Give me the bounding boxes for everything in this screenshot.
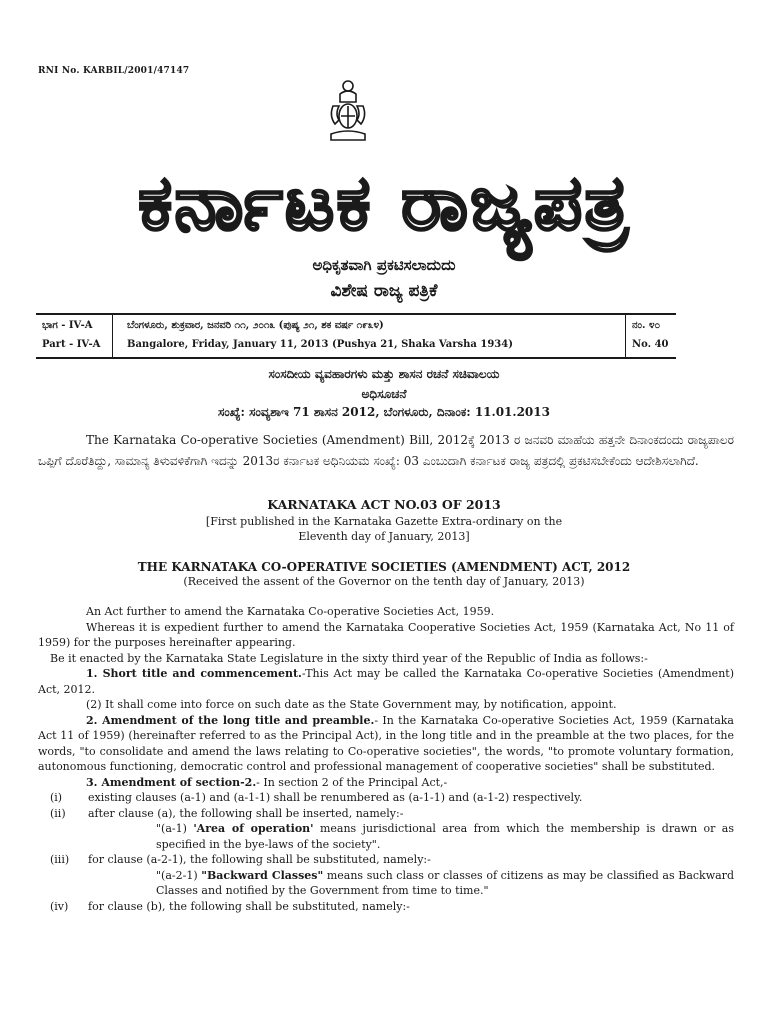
section-1 bbox=[38, 666, 734, 697]
section-2-text: - In the Karnataka Co-operative Societies Act, 1959 (Karnataka Act 11 of 1959) (hereinafter referred to as the Principal Act), in the long title and in the preamble at the two places, for the words, "to consolidate and amend the laws relating to Co-operative societies", the words, "to promote voluntary formation, autonomous functioning, democratic control and professional management of cooperative societies" shall be substituted. bbox=[38, 713, 734, 773]
clause-i bbox=[38, 790, 734, 806]
definition-term: "Backward Classes" bbox=[201, 868, 324, 882]
published-by-authority: ಅಧಿಕೃತವಾಗಿ ಪ್ರಕಟಿಸಲಾದುದು bbox=[312, 256, 456, 274]
notification-paragraph: The Karnataka Co-operative Societies (Amendment) Bill, 2012ಕ್ಕೆ 2013 ರ ಜನವರಿ ಮಾಹೆಯ ಹತ್ತನೇ ದಿನಾಂಕದಂದು ರಾಜ್ಯಪಾಲರ ಒಪ್ಪಿಗೆ ದೊರೆತಿದ್ದು, ಸಾಮಾನ್ಯ ತಿಳುವಳಿಕೆಗಾಗಿ ಇದನ್ನು 2013ರ ಕರ್ನಾಟಕ ಅಧಿನಿಯಮ ಸಂಖ್ಯೆ: 03 ಎಂಬುದಾಗಿ ಕರ್ನಾಟಕ ರಾಜ್ಯ ಪತ್ರದಲ್ಲಿ ಪ್ರಕಟಿಸಬೇಕೆಂದು ಆದೇಶಿಸಲಾಗಿದೆ. bbox=[38, 433, 734, 468]
definition-area-of-operation bbox=[38, 821, 734, 852]
clause-number: (ii) bbox=[50, 806, 66, 820]
assent-note: (Received the assent of the Governor on the tenth day of January, 2013) bbox=[183, 575, 585, 588]
part-english: Part - IV-A bbox=[42, 339, 101, 350]
clause-iii bbox=[38, 852, 734, 868]
clause-text: after clause (a), the following shall be inserted, namely:- bbox=[88, 806, 404, 820]
definition-term: 'Area of operation' bbox=[193, 822, 314, 835]
first-published-note bbox=[0, 514, 768, 544]
first-published-line-2: Eleventh day of January, 2013] bbox=[298, 530, 470, 543]
definition-lead: "(a-1) bbox=[156, 822, 194, 835]
act-number: KARNATAKA ACT NO.03 OF 2013 bbox=[267, 497, 501, 512]
clause-iv bbox=[38, 899, 734, 915]
definition-text: means jurisdictional area from which the membership is drawn or as specified in the bye-laws of the society". bbox=[156, 822, 735, 851]
preamble-line-1: An Act further to amend the Karnataka Co-operative Societies Act, 1959. bbox=[86, 605, 495, 618]
section-1-text: -This Act may be called the Karnataka Co-operative Societies (Amendment) Act, 2012. bbox=[38, 667, 734, 696]
special-gazette-label: ವಿಶೇಷ ರಾಜ್ಯ ಪತ್ರಿಕೆ bbox=[330, 281, 438, 301]
section-1-subsection-2: (2) It shall come into force on such date as the State Government may, by notification, appoint. bbox=[86, 698, 617, 711]
state-emblem-icon bbox=[323, 76, 373, 146]
part-cell bbox=[36, 315, 113, 357]
act-body bbox=[38, 604, 734, 914]
clause-number: (iii) bbox=[50, 853, 70, 866]
notification-reference: ಸಂಖ್ಯೆ: ಸಂವ್ಯಶಾಇ 71 ಶಾಸನ 2012, ಬೆಂಗಳೂರು, ದಿನಾಂಕ: 11.01.2013 bbox=[218, 405, 550, 419]
section-3-heading: 3. Amendment of section-2. bbox=[86, 775, 257, 789]
issue-number-kannada: ನಂ. ೪೦ bbox=[632, 320, 661, 331]
dateline-box bbox=[36, 313, 676, 359]
definition-lead: "(a-2-1) bbox=[156, 868, 202, 882]
clause-number: (i) bbox=[50, 791, 63, 804]
preamble-whereas: Whereas it is expedient further to amend the Karnataka Cooperative Societies Act, 1959 (Karnataka Act, No 11 of 1959) for the purposes hereinafter appearing. bbox=[38, 620, 734, 649]
date-english: Bangalore, Friday, January 11, 2013 (Pushya 21, Shaka Varsha 1934) bbox=[127, 339, 513, 350]
section-2-heading: 2. Amendment of the long title and preamble. bbox=[86, 713, 375, 727]
section-1-heading: 1. Short title and commencement. bbox=[86, 667, 302, 680]
rni-number: RNI No. KARBIL/2001/47147 bbox=[38, 66, 190, 76]
clause-text: for clause (b), the following shall be substituted, namely:- bbox=[88, 899, 410, 913]
date-kannada: ಬೆಂಗಳೂರು, ಶುಕ್ರವಾರ, ಜನವರಿ ೧೧, ೨೦೧೩ (ಪುಷ್ಯ ೨೧, ಶಕ ವರ್ಷ ೧೯೩೪) bbox=[127, 320, 384, 331]
section-3 bbox=[38, 775, 734, 791]
clause-text: existing clauses (a-1) and (a-1-1) shall be renumbered as (a-1-1) and (a-1-2) respectively. bbox=[88, 791, 583, 804]
part-kannada: ಭಾಗ - IV-A bbox=[42, 320, 93, 331]
clause-ii bbox=[38, 806, 734, 822]
definition-backward-classes bbox=[38, 868, 734, 899]
preamble-enacting: Be it enacted by the Karnataka State Legislature in the sixty third year of the Republic of India as follows:- bbox=[50, 651, 648, 665]
clause-text: for clause (a-2-1), the following shall be substituted, namely:- bbox=[88, 853, 431, 866]
secretariat-heading: ಸಂಸದೀಯ ವ್ಯವಹಾರಗಳು ಮತ್ತು ಶಾಸನ ರಚನೆ ಸಚಿವಾಲಯ bbox=[268, 367, 500, 381]
act-title: THE KARNATAKA CO-OPERATIVE SOCIETIES (AMENDMENT) ACT, 2012 bbox=[137, 560, 631, 574]
notification-heading: ಅಧಿಸೂಚನೆ bbox=[361, 387, 407, 401]
definition-text: means such class or classes of citizens as may be classified as Backward Classes and notified by the Government from time to time." bbox=[156, 868, 734, 897]
gazette-masthead: ಕರ್ನಾಟಕ ರಾಜ್ಯಪತ್ರ bbox=[138, 158, 630, 247]
issue-number-cell bbox=[626, 315, 676, 357]
clause-number: (iv) bbox=[50, 899, 69, 913]
issue-number-english: No. 40 bbox=[632, 339, 669, 350]
first-published-line-1: [First published in the Karnataka Gazette Extra-ordinary on the bbox=[205, 515, 563, 528]
section-2 bbox=[38, 713, 734, 775]
section-3-text: - In section 2 of the Principal Act,- bbox=[256, 775, 448, 789]
date-cell bbox=[113, 315, 626, 357]
